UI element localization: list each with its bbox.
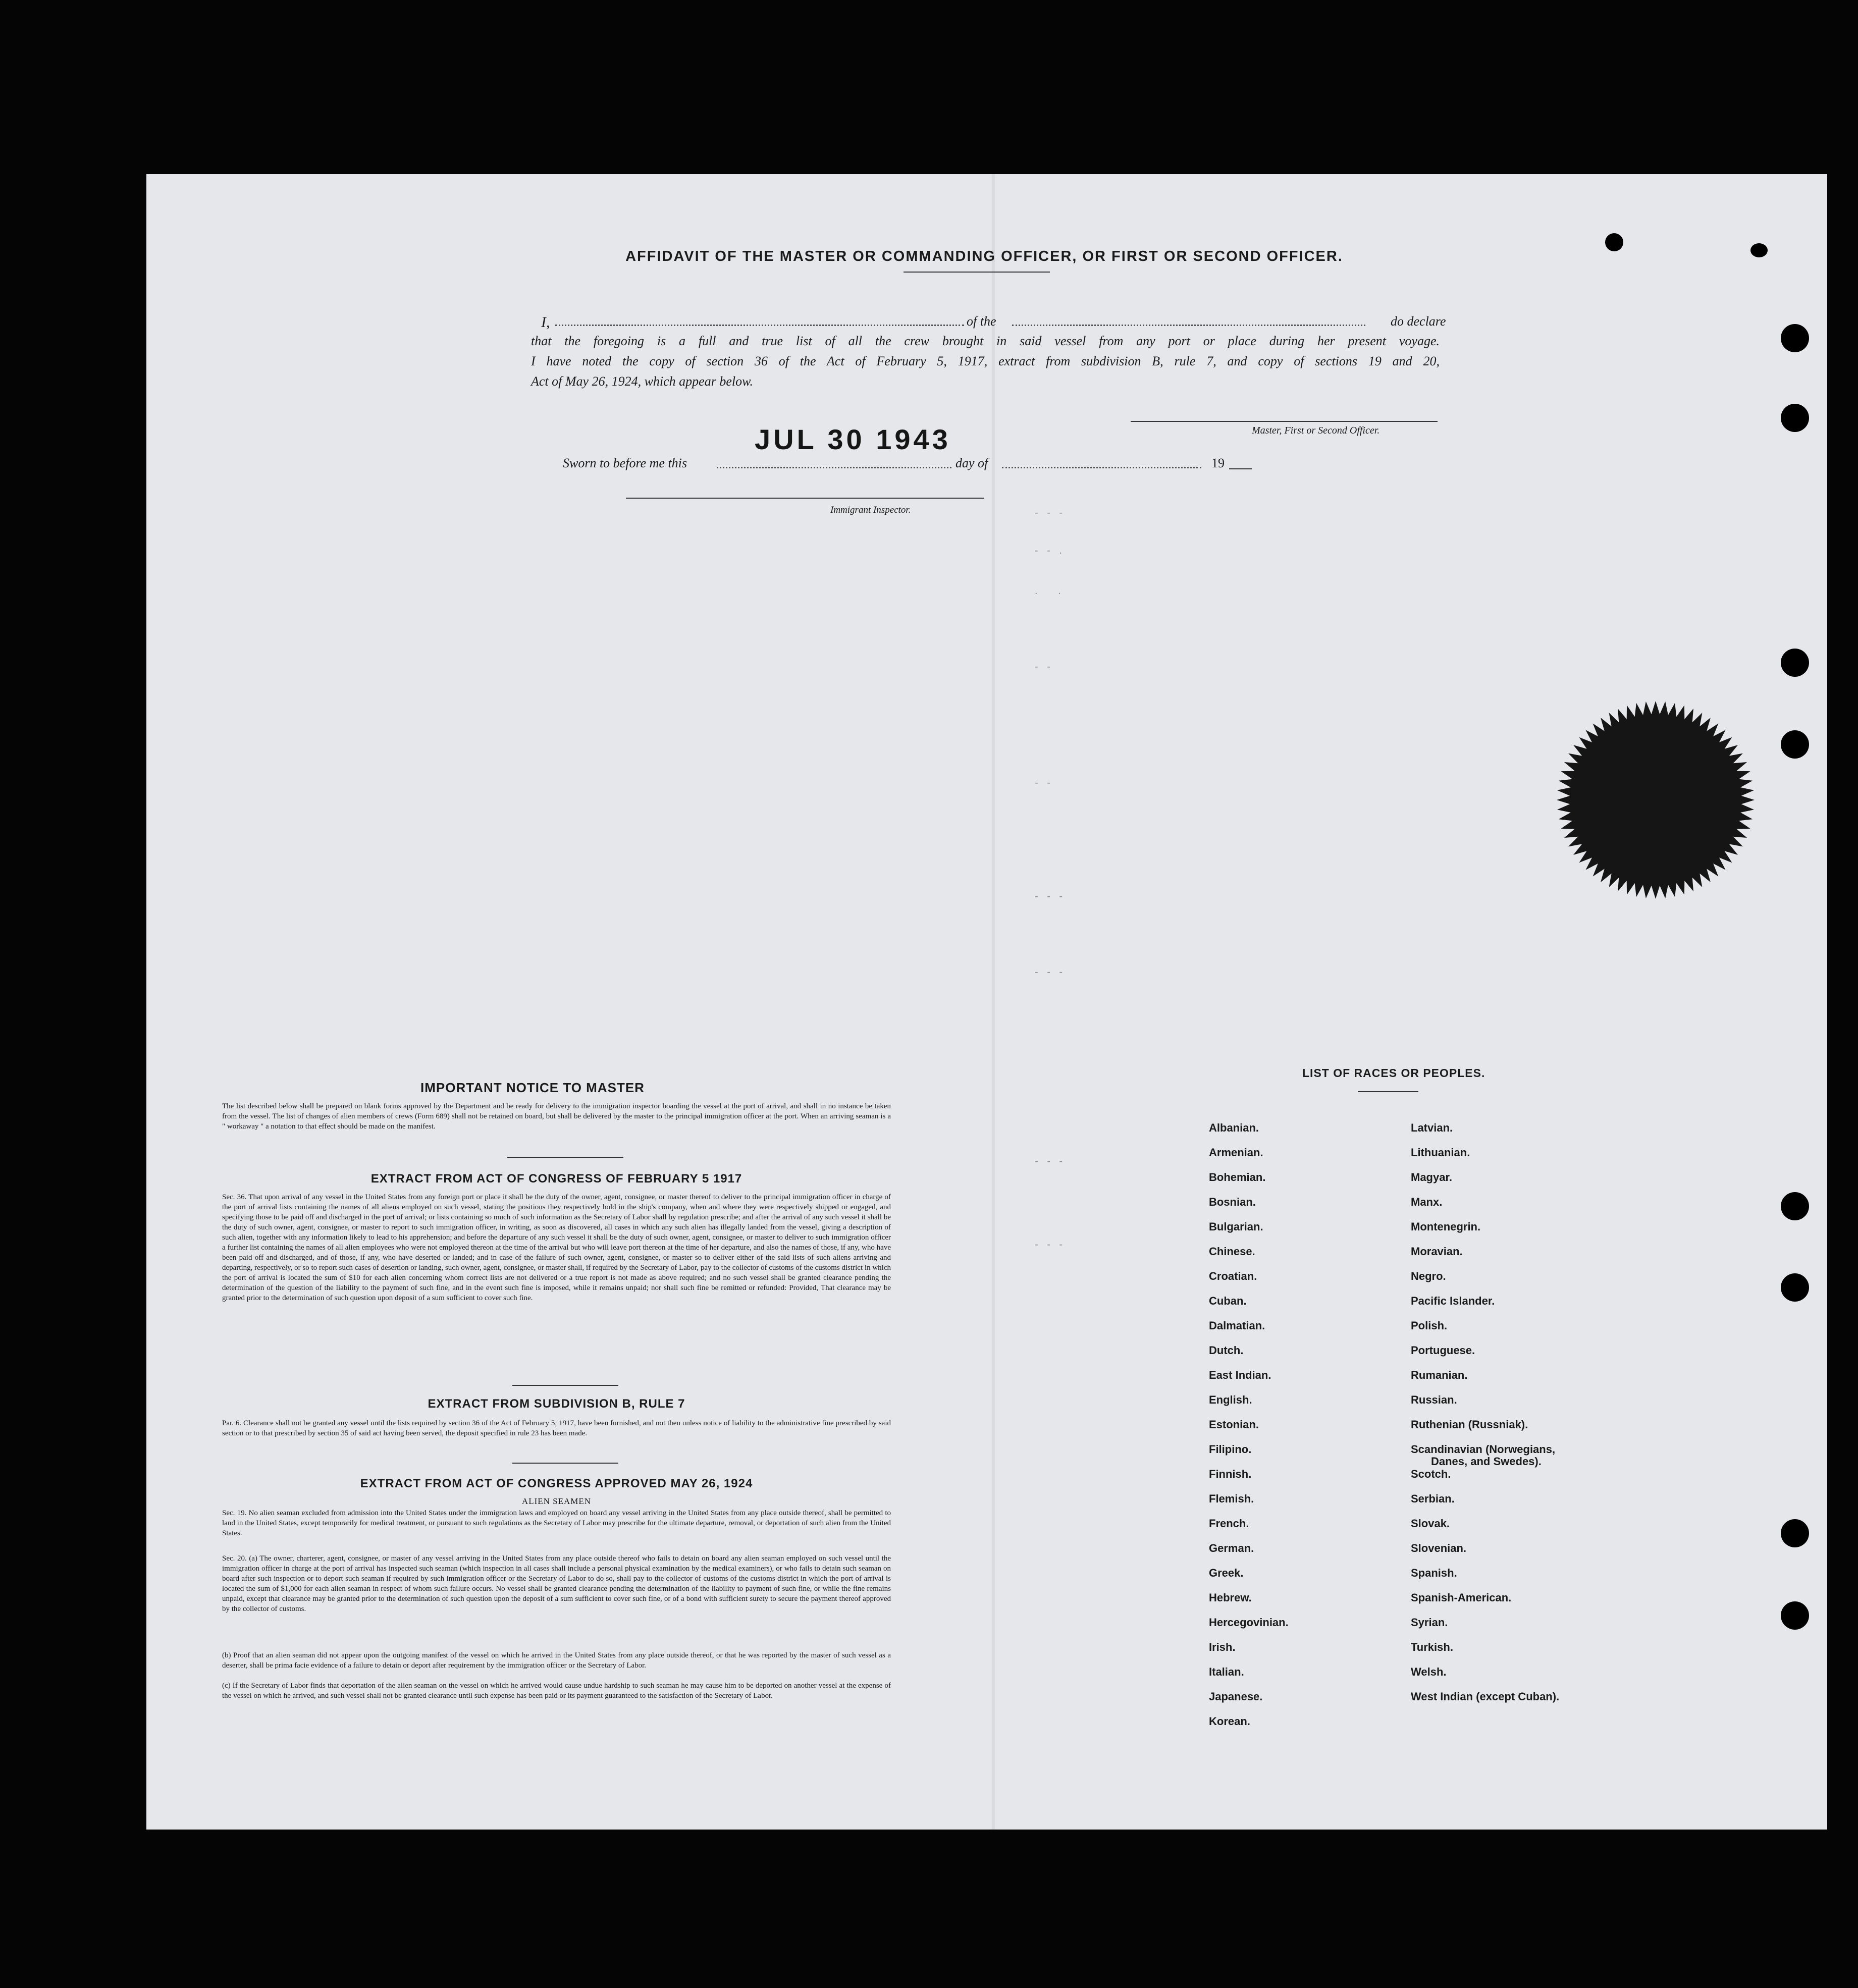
divider xyxy=(512,1463,618,1464)
race-item: Hebrew. xyxy=(1209,1591,1252,1604)
affidavit-do-declare: do declare xyxy=(1391,314,1446,329)
race-item: German. xyxy=(1209,1542,1254,1554)
race-item: Flemish. xyxy=(1209,1492,1254,1505)
race-item: Russian. xyxy=(1411,1393,1457,1406)
race-item: Croatian. xyxy=(1209,1270,1257,1282)
affidavit-line3: I have noted the copy of section 36 of the Act of February 5, 1917, extract from subdivision B, rule 7, and copy of sections 19 and 20, xyxy=(531,354,1440,368)
extract-1917-heading: EXTRACT FROM ACT OF CONGRESS OF FEBRUARY 5 1917 xyxy=(370,1172,742,1186)
race-item: Slovak. xyxy=(1411,1517,1450,1530)
race-item: Filipino. xyxy=(1209,1443,1252,1456)
race-item: Negro. xyxy=(1411,1270,1446,1282)
binder-hole xyxy=(1781,1601,1809,1630)
sworn-year: 19 xyxy=(1211,456,1225,470)
race-item: Armenian. xyxy=(1209,1146,1263,1159)
bleed-mark: - - - xyxy=(1035,891,1066,902)
ink-blot xyxy=(1750,243,1768,257)
race-item: Spanish-American. xyxy=(1411,1591,1512,1604)
ink-blot xyxy=(1605,233,1623,251)
extract-1924-sec20b: (b) Proof that an alien seaman did not appear upon the outgoing manifest of the vessel on which he arrived in the United States from any place outside thereof, or that he was reported by the master of such vessel as a deserter, shall be prima facie evidence of a failure to detain or deport after requirement by the immigration officer or the Secretary of Labor. xyxy=(222,1651,891,1670)
date-stamp: JUL 30 1943 xyxy=(755,423,951,455)
extract-1924-sec20c: (c) If the Secretary of Labor finds that deportation of the alien seaman on the vessel on which he arrived would cause undue hardship to such seaman he may cause him to be deported on another vessel at the expense of the vessel on which he arrived, and such vessel shall not be granted clearance until such expense has been paid or its payment guaranteed to the satisfaction of the Secretary of Labor. xyxy=(222,1682,891,1700)
bleed-mark: - - - xyxy=(1035,507,1066,518)
race-item: Ruthenian (Russniak). xyxy=(1411,1418,1528,1431)
races-heading: LIST OF RACES OR PEOPLES. xyxy=(1302,1066,1485,1080)
race-item: Syrian. xyxy=(1411,1616,1448,1629)
page-fold xyxy=(992,174,995,1830)
bleed-mark: - - xyxy=(1035,661,1053,672)
races-right-column xyxy=(1411,1121,1559,1715)
bleed-mark: . . xyxy=(1035,585,1064,597)
binder-hole xyxy=(1781,649,1809,677)
race-item: Spanish. xyxy=(1411,1567,1457,1579)
sworn-date-field[interactable] xyxy=(717,467,951,468)
divider xyxy=(507,1157,623,1158)
extract-1924-subheading: ALIEN SEAMEN xyxy=(521,1496,592,1506)
sworn-prefix: Sworn to before me this xyxy=(563,456,687,470)
title-underline xyxy=(904,272,1050,273)
sworn-day-of: day of xyxy=(955,456,988,470)
race-item: Turkish. xyxy=(1411,1641,1453,1653)
binder-hole xyxy=(1781,404,1809,432)
name-field[interactable] xyxy=(555,325,964,326)
race-item: Lithuanian. xyxy=(1411,1146,1470,1159)
master-caption: Master, First or Second Officer. xyxy=(1252,425,1380,436)
races-left-column xyxy=(1209,1121,1289,1740)
divider xyxy=(1358,1091,1418,1092)
race-item: Hercegovinian. xyxy=(1209,1616,1289,1629)
binder-hole xyxy=(1781,324,1809,352)
race-item: Scotch. xyxy=(1411,1468,1451,1480)
binder-hole xyxy=(1781,1273,1809,1302)
affidavit-title: AFFIDAVIT OF THE MASTER OR COMMANDING OFFICER, OR FIRST OR SECOND OFFICER. xyxy=(625,248,1343,264)
inspector-caption: Immigrant Inspector. xyxy=(830,505,911,515)
race-item: West Indian (except Cuban). xyxy=(1411,1690,1560,1703)
race-item: Slovenian. xyxy=(1411,1542,1467,1554)
race-item: Japanese. xyxy=(1209,1690,1263,1703)
race-item: English. xyxy=(1209,1393,1252,1406)
race-item: Manx. xyxy=(1411,1196,1443,1208)
extract-1924-heading: EXTRACT FROM ACT OF CONGRESS APPROVED MAY 26, 1924 xyxy=(360,1477,753,1490)
race-item: Italian. xyxy=(1209,1665,1244,1678)
seal-stamp xyxy=(1555,699,1757,901)
sworn-month-field[interactable] xyxy=(1002,467,1201,468)
race-item: Chinese. xyxy=(1209,1245,1255,1258)
race-item: Latvian. xyxy=(1411,1121,1453,1134)
race-item: Moravian. xyxy=(1411,1245,1463,1258)
extract-rule7-heading: EXTRACT FROM SUBDIVISION B, RULE 7 xyxy=(428,1397,685,1411)
affidavit-line4: Act of May 26, 1924, which appear below. xyxy=(531,374,754,389)
race-item: Greek. xyxy=(1209,1567,1244,1579)
extract-rule7-body: Par. 6. Clearance shall not be granted any vessel until the lists required by section 36 of the Act of February 5, 1917, have been furnished, and not then unless notice of liability to the administrative fine prescribed by said section or to that prescribed by section 35 of said act having been served, the deposit specified in rule 23 has been made. xyxy=(222,1419,891,1437)
race-item: Bohemian. xyxy=(1209,1171,1266,1184)
extract-1924-sec19: Sec. 19. No alien seaman excluded from admission into the United States under the immigration laws and employed on board any vessel arriving in the United States from any place outside thereof, shall be permitted to land in the United States, except temporarily for medical treatment, or pursuant to such regulations as the Secretary of Labor may prescribe for the ultimate departure, removal, or deportation of such alien from the United States. xyxy=(222,1509,891,1537)
master-signature-line[interactable] xyxy=(1131,421,1438,422)
race-item: Serbian. xyxy=(1411,1492,1455,1505)
notice-heading: IMPORTANT NOTICE TO MASTER xyxy=(420,1080,645,1095)
notice-body: The list described below shall be prepared on blank forms approved by the Department and be ready for delivery to the immigration inspector boarding the vessel at the port of arrival, and shall in no instance be taken from the vessel. The list of changes of alien members of crews (Form 689) shall not be retained on board, but shall be delivered by the master to the principal immigration officer at the port. When an arriving seaman is a " workaway " a notation to that effect should be made on the manifest. xyxy=(222,1102,891,1131)
race-item: Pacific Islander. xyxy=(1411,1295,1495,1307)
affidavit-i: I, xyxy=(541,314,550,331)
race-item: Magyar. xyxy=(1411,1171,1452,1184)
race-item: Bulgarian. xyxy=(1209,1220,1263,1233)
race-item: Albanian. xyxy=(1209,1121,1259,1134)
race-item: Dalmatian. xyxy=(1209,1319,1265,1332)
race-item: East Indian. xyxy=(1209,1369,1271,1381)
sworn-year-field[interactable] xyxy=(1229,468,1252,469)
inspector-signature-line[interactable] xyxy=(626,498,984,499)
race-item: Polish. xyxy=(1411,1319,1448,1332)
race-item: Bosnian. xyxy=(1209,1196,1256,1208)
vessel-field[interactable] xyxy=(1012,325,1365,326)
divider xyxy=(512,1385,618,1386)
extract-1924-sec20a: Sec. 20. (a) The owner, charterer, agent, consignee, or master of any vessel arriving in the United States from any place outside thereof who fails to detain on board any alien seaman employed on such vessel until the immigration officer in charge at the port of arrival has inspected such seaman (which inspection in all cases shall include a personal physical examination by the medical examiners), or who fails to detain such seaman on board after such inspection or to deport such seaman if required by such immigration officer or the Secretary of Labor to do so, shall pay to the collector of customs of the customs district in which the port of arrival is located the sum of $1,000 for each alien seaman in respect of whom such failure occurs. No vessel shall be granted clearance pending the determination of the liability to payment of such fine, or while the fine remains unpaid, except that clearance may be granted prior to the determination of such question upon the deposit of a sum sufficient to cover such fine, or of a bond with sufficient surety to secure the payment thereof approved by the collector of customs. xyxy=(222,1554,891,1613)
affidavit-of-the: of the xyxy=(967,314,996,329)
race-item: Dutch. xyxy=(1209,1344,1244,1357)
bleed-mark: - - xyxy=(1035,777,1053,788)
race-item: Danes, and Swedes). xyxy=(1431,1455,1542,1468)
bleed-mark: - - - xyxy=(1035,1239,1066,1250)
race-item: Welsh. xyxy=(1411,1665,1447,1678)
race-item: Portuguese. xyxy=(1411,1344,1475,1357)
bleed-mark: - - . xyxy=(1035,545,1065,556)
bleed-mark: - - - xyxy=(1035,1156,1066,1167)
race-item: Estonian. xyxy=(1209,1418,1259,1431)
binder-hole xyxy=(1781,1519,1809,1547)
race-item: Scandinavian (Norwegians, xyxy=(1411,1443,1556,1456)
race-item: French. xyxy=(1209,1517,1249,1530)
race-item: Finnish. xyxy=(1209,1468,1252,1480)
race-item: Rumanian. xyxy=(1411,1369,1468,1381)
binder-hole xyxy=(1781,1192,1809,1220)
binder-hole xyxy=(1781,730,1809,759)
race-item: Cuban. xyxy=(1209,1295,1247,1307)
race-item: Irish. xyxy=(1209,1641,1236,1653)
race-item: Korean. xyxy=(1209,1715,1250,1728)
extract-1917-body: Sec. 36. That upon arrival of any vessel in the United States from any foreign port or place it shall be the duty of the owner, agent, consignee, or master thereof to deliver to the principal immigration officer in charge of the port of arrival lists containing the names of all aliens employed on such vessel, stating the positions they respectively hold in the ship's company, when and where they were respectively shipped or engaged, and specifying those to be paid off and discharged in the port of arrival; or lists containing so much of such information as the Secretary of Labor shall by regulation prescribe; and after the arrival of any such vessel it shall be the duty of such owner, agent, consignee, or master to report to such immigration officer, in writing, as soon as discovered, all cases in which any such alien has illegally landed from the vessel, giving a description of such alien, together with any information likely to lead to his apprehension; and before the departure of any such vessel it shall be the duty of such owner, agent, consignee, or master to deliver to such immigration officer a further list containing the names of all alien employees who were not employed thereon at the time of the arrival but who will leave port thereon at the time of her departure, and also the names of those, if any, who have been paid off and discharged, and of those, if any, who have deserted or landed; and in case of the failure of such owner, agent, consignee, or master so to deliver either of the said lists of such aliens arriving and departing, respectively, or so to report such cases of desertion or landing, such owner, agent, consignee, or master shall, if required by the Secretary of Labor, pay to the collector of customs of the customs district in which the port of arrival is located the sum of $10 for each alien concerning whom correct lists are not delivered or a true report is not made as above required; and no such vessel shall be granted clearance pending the determination of the question of the liability to the payment of such fine, and in the event such fine is imposed, while it remains unpaid; nor shall such fine be remitted or refunded: Provided, That clearance may be granted prior to the determination of such question upon deposit of a sum sufficient to cover such fine. xyxy=(222,1193,891,1302)
race-item-two-line xyxy=(1411,1443,1559,1468)
affidavit-line2: that the foregoing is a full and true list of all the crew brought in said vessel from any port or place during her present voyage. xyxy=(531,334,1440,348)
bleed-mark: - - - xyxy=(1035,966,1066,978)
race-item: Montenegrin. xyxy=(1411,1220,1481,1233)
